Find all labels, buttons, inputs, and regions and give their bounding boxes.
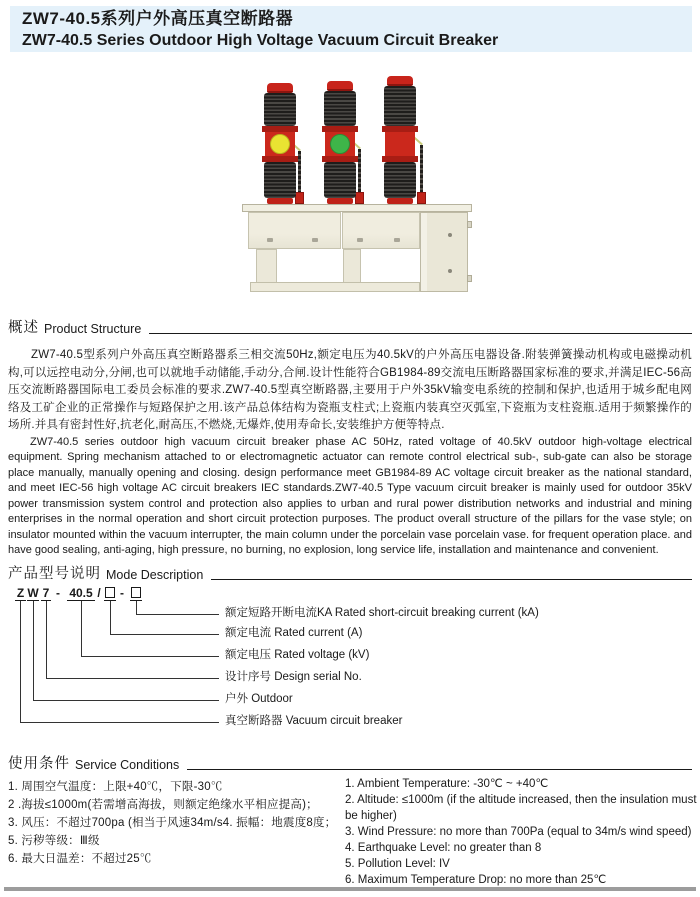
pole-cap: [267, 83, 293, 93]
service-conditions-english: [345, 776, 697, 888]
breaker-pole-right: [382, 76, 418, 204]
model-code-part: [104, 586, 116, 601]
frame-leg: [256, 249, 277, 283]
section-heading-service-zh: 使用条件: [8, 756, 70, 772]
control-cabinet: [420, 212, 468, 292]
service-condition-item-zh: 5. 污秽等级：Ⅲ级: [8, 835, 100, 847]
model-connector-line: [46, 601, 219, 679]
model-code-blank-box: [131, 587, 141, 598]
breaker-pole-left: [262, 83, 298, 204]
model-code-blank-box: [105, 587, 115, 598]
model-code-part: [130, 586, 142, 601]
overview-paragraph-chinese: ZW7-40.5型系列户外高压真空断路器系三相交流50Hz,额定电压为40.5kV的户外高压电器设备.附装弹簧操动机构或电磁操动机构,可以远控电动分,分闸,也可以就地手动储能,手动分,合闸.设计性能符合GB1984-89交流电压断路器国家标准的要求,并满足IEC-56高压交流断路器国际电工委员会标准的要求.ZW7-40.5型真空断路器,主要用于户外35kV输变电系统的控制和保护,也适用于城乡配电网络及工矿企业的正常操作与短路保护之用.该产品总体结构为瓷瓶支柱式;上瓷瓶内装真空灭弧室,下瓷瓶为支柱瓷瓶.适用于频繁操作的场所.并具有密封性好,抗老化,耐高压,不燃烧,无爆炸,使用寿命长,安装维护方便等特点.: [8, 349, 692, 431]
lower-insulator: [324, 162, 356, 198]
heading-rule-line: [211, 579, 692, 580]
page-title-chinese: ZW7-40.5系列户外高压真空断路器: [22, 9, 294, 28]
section-heading-service: [8, 752, 692, 773]
panel-handle: [267, 238, 273, 242]
model-code-label: 额定电压 Rated voltage (kV): [225, 649, 370, 661]
service-conditions-chinese: [8, 778, 342, 868]
heading-rule-line: [149, 333, 692, 334]
pole-cap: [387, 76, 413, 86]
mechanism-panel: [342, 212, 420, 249]
panel-handle: [357, 238, 363, 242]
upper-insulator: [384, 86, 416, 126]
section-heading-service-en: Service Conditions: [75, 758, 180, 772]
model-code-part: /: [97, 586, 101, 600]
interrupter-housing: [325, 126, 355, 162]
upper-insulator: [324, 91, 356, 126]
breaker-pole-center: [322, 81, 358, 204]
model-code-label: 真空断路器 Vacuum circuit breaker: [225, 715, 403, 727]
service-condition-item-en: 3. Wind Pressure: no more than 700Pa (equal to 34m/s wind speed): [345, 826, 692, 838]
service-condition-item-en: 2. Altitude: ≤1000m (if the altitude increased, then the insulation must be higher): [345, 794, 697, 822]
frame-leg: [343, 249, 361, 283]
service-condition-item-zh: 2 .海拔≤1000m(若需增高海拔，则额定绝缘水平相应提高)；: [8, 799, 318, 811]
model-code-part: 40.5: [67, 586, 95, 601]
page-title-english: ZW7-40.5 Series Outdoor High Voltage Vacuum Circuit Breaker: [22, 32, 499, 49]
lower-insulator: [384, 162, 416, 198]
overview-paragraph-english: ZW7-40.5 series outdoor high vacuum circuit breaker phase AC 50Hz, rated voltage of 40.5kV outdoor high-voltage electrical equipment. Spring mechanism attached to or electromagnetic actuator can remote control electrical sub-, sub-gate can also be storage place manually, manually opening and closing. design performance meet GB1984-89 AC voltage circuit breaker as the national standard, and meet IEC-56 high voltage AC circuit breakers IEC standards.ZW7-40.5 Type vacuum circuit breaker is mainly used for outdoor 35kV power transmission system control and protection also applies to urban and rural power distribution networks and industrial and mining enterprises in the normal operation and short circuit protection purposes. The product overall structure of the pillars for the vase style; on insulator mounted within the vacuum interrupter, the main column under the porcelain vase porcelain vase. for frequent operation place. and have good sealing, anti-aging, high pressure, no burning, no explosion, long service life, installation and maintenance and convenient.: [8, 435, 692, 556]
overview-body: [8, 347, 692, 559]
page-header: [10, 6, 692, 52]
cabinet-knob: [448, 269, 452, 273]
model-connector-line: [110, 601, 219, 635]
mechanism-panel: [248, 212, 341, 249]
model-code-label: 设计序号 Design serial No.: [225, 671, 362, 683]
service-condition-item-en: 5. Pollution Level: IV: [345, 858, 450, 870]
panel-handle: [312, 238, 318, 242]
support-rod: [358, 149, 361, 192]
section-heading-overview-zh: 概述: [8, 320, 39, 336]
section-heading-overview-en: Product Structure: [44, 322, 142, 336]
indicator-disc-green: [330, 134, 350, 154]
support-rod: [420, 145, 423, 192]
model-code-part: -: [120, 586, 124, 600]
upper-insulator: [264, 93, 296, 126]
page-footer-bar: [4, 887, 696, 891]
section-heading-overview: [8, 316, 692, 337]
interrupter-housing: [265, 126, 295, 162]
frame-rail: [250, 282, 420, 292]
service-condition-item-en: 6. Maximum Temperature Drop: no more than 25℃: [345, 874, 607, 886]
model-code-part: W: [27, 586, 39, 600]
section-heading-model-zh: 产品型号说明: [8, 566, 101, 582]
cabinet-knob: [448, 233, 452, 237]
model-code-part: Z: [16, 586, 25, 600]
rod-base: [417, 192, 426, 204]
service-condition-item-zh: 6. 最大日温差：不超过25℃: [8, 853, 152, 865]
model-code-label: 户外 Outdoor: [225, 693, 293, 705]
model-connector-line: [33, 601, 219, 701]
model-code-part: -: [56, 586, 60, 600]
model-code-label: 额定电流 Rated current (A): [225, 627, 363, 639]
service-condition-item-en: 1. Ambient Temperature: -30℃ ~ +40℃: [345, 778, 549, 790]
model-connector-line: [136, 601, 219, 615]
model-connector-line: [81, 601, 219, 657]
indicator-disc-yellow: [270, 134, 290, 154]
heading-rule-line: [187, 769, 692, 770]
cabinet-hinge: [467, 221, 472, 228]
model-code-label: 额定短路开断电流KA Rated short-circuit breaking current (kA): [225, 607, 539, 619]
cabinet-top-board: [242, 204, 472, 212]
section-heading-model-en: Mode Description: [106, 568, 204, 582]
lower-insulator: [264, 162, 296, 198]
pole-cap: [327, 81, 353, 91]
section-heading-model: [8, 562, 692, 583]
model-connector-line: [20, 601, 219, 723]
service-condition-item-zh: 1. 周围空气温度：上限+40℃，下限-30℃: [8, 781, 223, 793]
support-rod: [298, 151, 301, 192]
cabinet-hinge: [467, 275, 472, 282]
model-code-part: 7: [42, 586, 50, 600]
product-photo: [180, 63, 520, 309]
panel-handle: [394, 238, 400, 242]
interrupter-housing: [385, 126, 415, 162]
service-condition-item-zh: 3. 风压：不超过700pa (相当于风速34m/s4. 振幅：地震度8度；: [8, 817, 337, 829]
service-condition-item-en: 4. Earthquake Level: no greater than 8: [345, 842, 542, 854]
